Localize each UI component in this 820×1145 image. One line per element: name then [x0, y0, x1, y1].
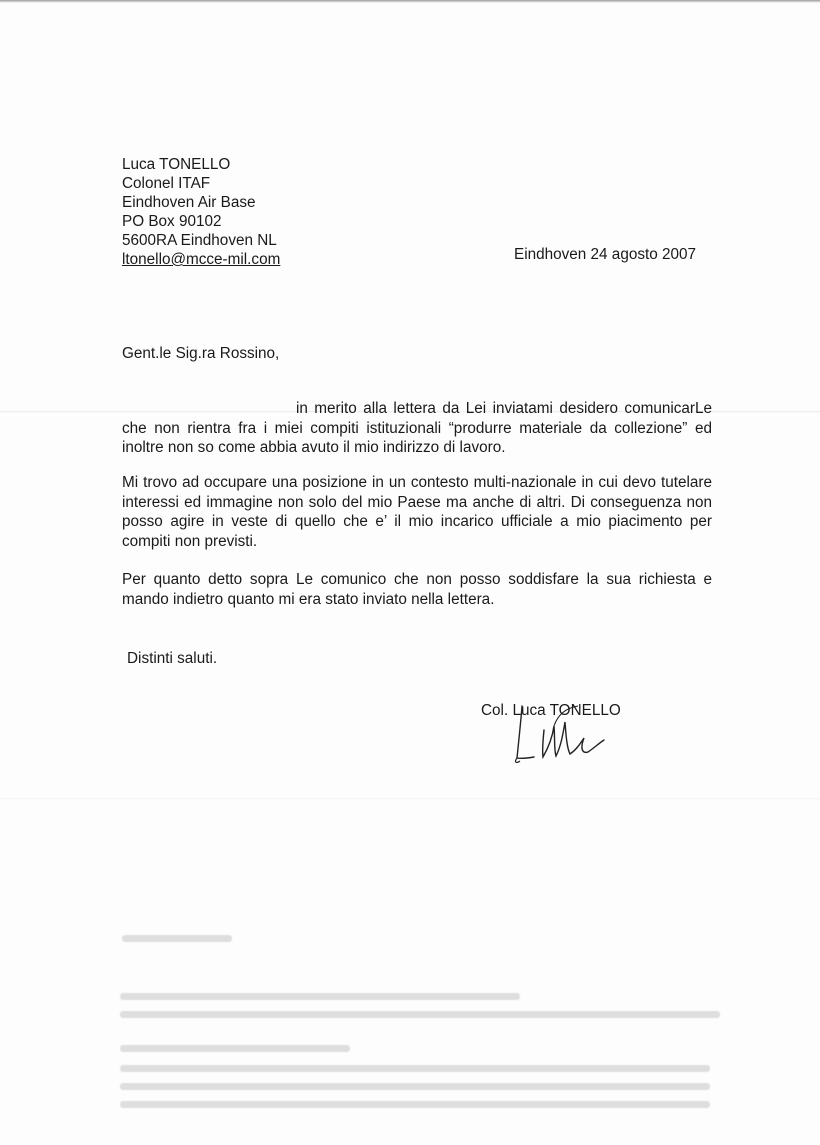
sender-rank: Colonel ITAF: [122, 175, 211, 192]
closing-line: Distinti saluti.: [127, 650, 218, 667]
date-line: Eindhoven 24 agosto 2007: [514, 246, 697, 263]
handwritten-signature: [508, 700, 618, 770]
sender-po-box: PO Box 90102: [122, 213, 222, 230]
body-paragraph: Mi trovo ad occupare una posizione in un contesto multi-nazionale in cui devo tutelare interessi ed immagine non solo del mio Paese ma anche di altri. Di conseguenza non posso agire in veste di quello che e’ il mio incarico ufficiale a mio piacimento per compiti non previsti.: [122, 474, 712, 550]
sender-address-block: [122, 155, 280, 269]
sender-name: Luca TONELLO: [122, 156, 231, 173]
body-paragraph: in merito alla lettera da Lei inviatami desidero comunicarLe che non rientra fra i miei compiti istituzionali “produrre materiale da collezione” ed inoltre non so come abbia avuto il mio indirizzo di lavoro.: [122, 400, 712, 456]
reverse-side-bleed-through: [110, 925, 720, 1125]
signature-typed-name: Col. Luca TONELLO: [481, 702, 621, 719]
sender-city: 5600RA Eindhoven NL: [122, 232, 277, 249]
body-paragraph: Per quanto detto sopra Le comunico che non posso soddisfare la sua richiesta e mando indietro quanto mi era stato inviato nella lettera.: [122, 571, 712, 608]
sender-base: Eindhoven Air Base: [122, 194, 256, 211]
paper-fold-line: [0, 798, 820, 800]
greeting: Gent.le Sig.ra Rossino,: [122, 345, 280, 362]
sender-email-link[interactable]: ltonello@mcce-mil.com: [122, 251, 281, 268]
scan-top-edge: [0, 0, 820, 3]
